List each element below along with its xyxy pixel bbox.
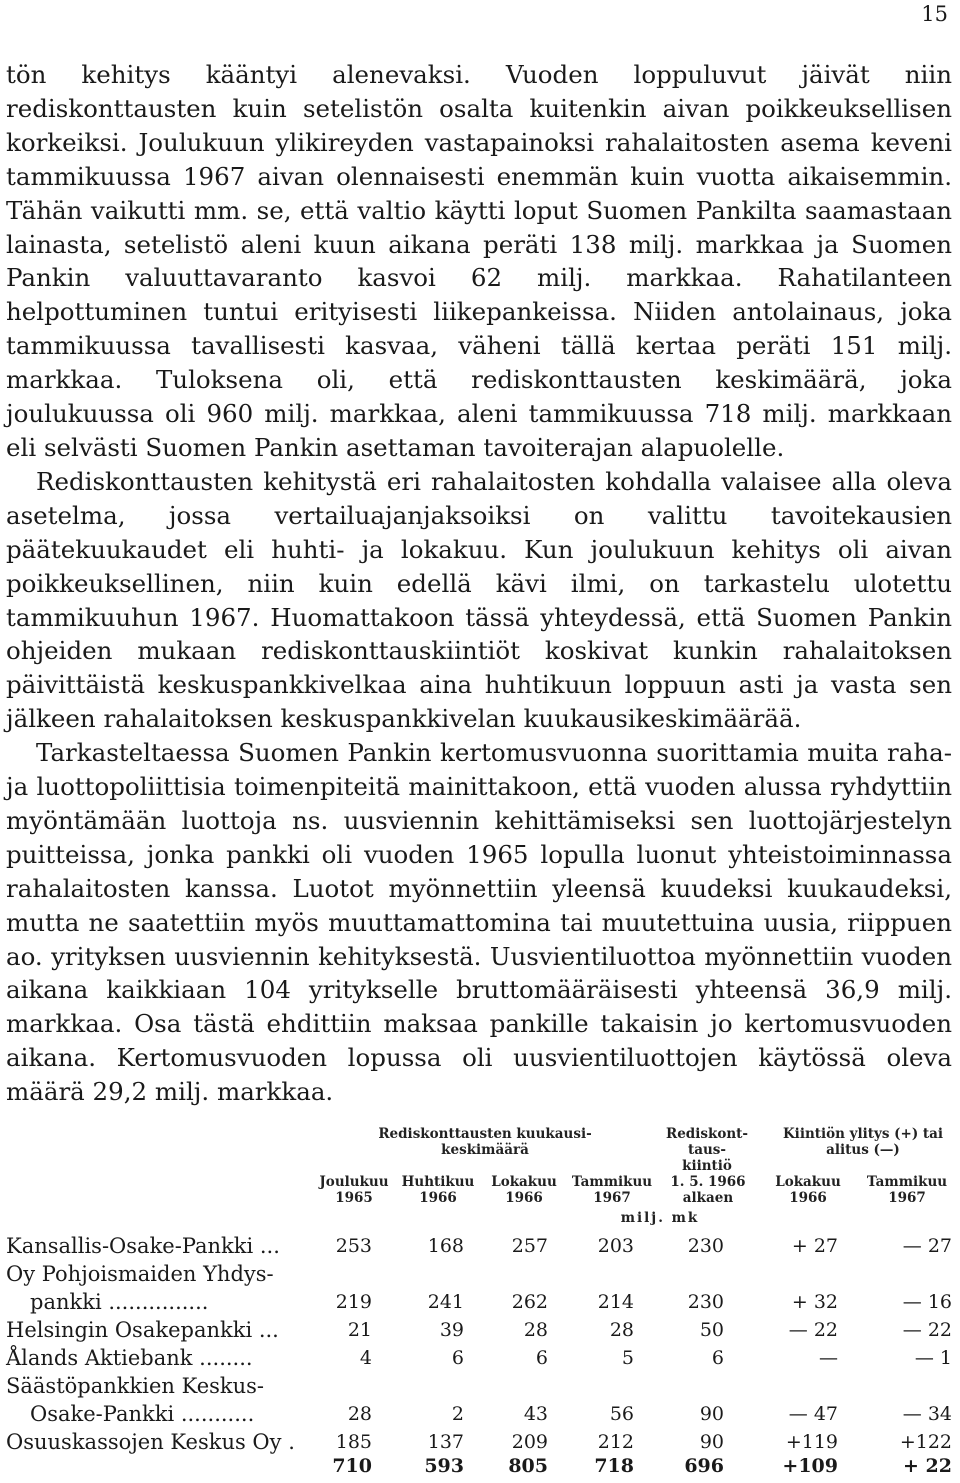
cell-r5-c5: +119 [785,1431,838,1453]
cell-r4-c3: 56 [609,1403,634,1425]
cell-r1-c0: 219 [335,1291,372,1313]
col-header-3: Lokakuu 1966 [491,1174,557,1206]
cell-r1-c2: 262 [511,1291,548,1313]
cell-r2-c4: 50 [699,1319,724,1341]
unit-label: milj. mk [620,1210,700,1226]
total-c3: 718 [594,1455,634,1477]
cell-r0-c1: 168 [427,1235,464,1257]
total-c1: 593 [424,1455,464,1477]
cell-r4-c0: 28 [347,1403,372,1425]
body-text [6,58,952,1109]
total-c5: +109 [782,1455,838,1477]
col-header-2: Huhtikuu 1966 [401,1174,475,1206]
cell-r2-c1: 39 [439,1319,464,1341]
row-label-kop: Kansallis-Osake-Pankki ... [6,1234,280,1258]
row-label-skop-2: Osake-Pankki ........... [30,1402,255,1426]
page-number: 15 [921,2,948,26]
total-c4: 696 [684,1455,724,1477]
cell-r0-c5: + 27 [791,1235,838,1257]
cell-r5-c1: 137 [427,1431,464,1453]
paragraph-3: Tarkasteltaessa Suomen Pankin kertomusvuonna suorittamia muita raha- ja luottopoliittisia toimenpiteitä mainittakoon, että vuoden alussa ryhdyttiin myöntämään luottoja ns. uusviennin kehittämiseksi sen luottojärjestelyn puitteissa, jonka pankki oli vuoden 1965 lopulla luonut yhteistoiminnassa rahalaitosten kanssa. Luotot myönnettiin yleensä kuudeksi kuukaudeksi, mutta ne saatettiin myös muuttamattomina tai muutettuina uusia, riippuen ao. yrityksen uusviennin kehityksestä. Uusvientiluottoa myönnettiin vuoden aikana kaikkiaan 104 yritykselle bruttomääräisesti yhteensä 36,9 milj. markkaa. Osa tästä ehdittiin maksaa pankille takaisin jo kertomusvuoden aikana. Kertomusvuoden lopussa oli uusvientiluottojen käytössä oleva määrä 29,2 milj. markkaa. [6,738,952,1107]
row-label-pyp-2: pankki ............... [30,1290,209,1314]
cell-r4-c6: — 34 [902,1403,952,1425]
row-label-aab: Ålands Aktiebank ........ [6,1346,253,1370]
cell-r0-c4: 230 [687,1235,724,1257]
cell-r3-c5: — [819,1347,838,1369]
cell-r1-c1: 241 [427,1291,464,1313]
cell-r2-c6: — 22 [902,1319,952,1341]
cell-r1-c5: + 32 [791,1291,838,1313]
total-c6: + 22 [903,1455,952,1477]
cell-r2-c2: 28 [523,1319,548,1341]
cell-r3-c4: 6 [711,1347,724,1369]
col-header-4: Tammikuu 1967 [571,1174,653,1206]
cell-r4-c4: 90 [699,1403,724,1425]
cell-r5-c6: +122 [899,1431,952,1453]
cell-r1-c4: 230 [687,1291,724,1313]
cell-r5-c0: 185 [335,1431,372,1453]
row-label-pyp-1: Oy Pohjoismaiden Yhdys- [6,1262,274,1286]
cell-r0-c3: 203 [597,1235,634,1257]
header-excess: Kiintiön ylitys (+) tai alitus (—) [782,1126,944,1158]
row-label-skop-1: Säästöpankkien Keskus- [6,1374,265,1398]
header-quota: Rediskont-taus-kiintiö [666,1126,748,1174]
row-label-hop: Helsingin Osakepankki ... [6,1318,279,1342]
cell-r3-c3: 5 [621,1347,634,1369]
cell-r1-c6: — 16 [902,1291,952,1313]
cell-r2-c0: 21 [347,1319,372,1341]
cell-r3-c6: — 1 [914,1347,952,1369]
cell-r1-c3: 214 [597,1291,634,1313]
cell-r3-c0: 4 [359,1347,372,1369]
cell-r0-c2: 257 [511,1235,548,1257]
cell-r3-c1: 6 [451,1347,464,1369]
paragraph-1: tön kehitys kääntyi alenevaksi. Vuoden loppuluvut jäivät niin rediskonttausten kuin setelistön osalta kuitenkin aivan poikkeuksellisen korkeiksi. Joulukuun ylikireyden vastapainoksi rahalaitosten asema keveni tammikuussa 1967 aivan olennaisesti enemmän kuin vuotta aikaisemmin. Tähän vaikutti mm. se, että valtio käytti loput Suomen Pankilta saamastaan lainasta, setelistö aleni kuun aikana peräti 138 milj. markkaa ja Suomen Pankin valuuttavaranto kasvoi 62 milj. markkaa. Rahatilanteen helpottuminen tuntui erityisesti liikepankeissa. Niiden antolainaus, joka tammikuussa tavallisesti kasvaa, väheni tällä kertaa peräti 151 milj. markkaa. Tuloksena oli, että rediskonttausten keskimäärä, joka joulukuussa oli 960 milj. markkaa, aleni tammikuussa 718 milj. markkaan eli selvästi Suomen Pankin asettaman tavoiterajan alapuolelle. [6,60,952,462]
rediscount-table [0,1122,960,1483]
total-c2: 805 [508,1455,548,1477]
paragraph-2: Rediskonttausten kehitystä eri rahalaitosten kohdalla valaisee alla oleva asetelma, jossa vertailuajanjaksoiksi on valittu tavoitekausien päätekuukaudet eli huhti- ja lokakuu. Kun joulukuun kehitys oli aivan poikkeuksellinen, niin kuin edellä kävi ilmi, on tarkastelu ulotettu tammikuuhun 1967. Huomattakoon tässä yhteydessä, että Suomen Pankin ohjeiden mukaan rediskonttauskiintiöt koskivat kunkin rahalaitoksen päivittäistä keskuspankkivelkaa aina huhtikuun loppuun asti ja vasta sen jälkeen rahalaitoksen keskuspankkivelan kuukausikeskimäärää. [6,466,952,734]
col-header-6: Lokakuu 1966 [775,1174,841,1206]
cell-r5-c2: 209 [511,1431,548,1453]
cell-r3-c2: 6 [535,1347,548,1369]
cell-r4-c2: 43 [523,1403,548,1425]
cell-r0-c0: 253 [335,1235,372,1257]
cell-r0-c6: — 27 [902,1235,952,1257]
row-label-okk: Osuuskassojen Keskus Oy . [6,1430,295,1454]
cell-r4-c5: — 47 [788,1403,838,1425]
cell-r5-c3: 212 [597,1431,634,1453]
cell-r4-c1: 2 [451,1403,464,1425]
total-c0: 710 [332,1455,372,1477]
cell-r2-c5: — 22 [788,1319,838,1341]
col-header-5: 1. 5. 1966 alkaen [670,1174,746,1206]
cell-r5-c4: 90 [699,1431,724,1453]
col-header-1: Joulukuu 1965 [319,1174,389,1206]
col-header-7: Tammikuu 1967 [866,1174,948,1206]
cell-r2-c3: 28 [609,1319,634,1341]
header-monthly-avg: Rediskonttausten kuukausi-keskimäärä [378,1126,592,1158]
